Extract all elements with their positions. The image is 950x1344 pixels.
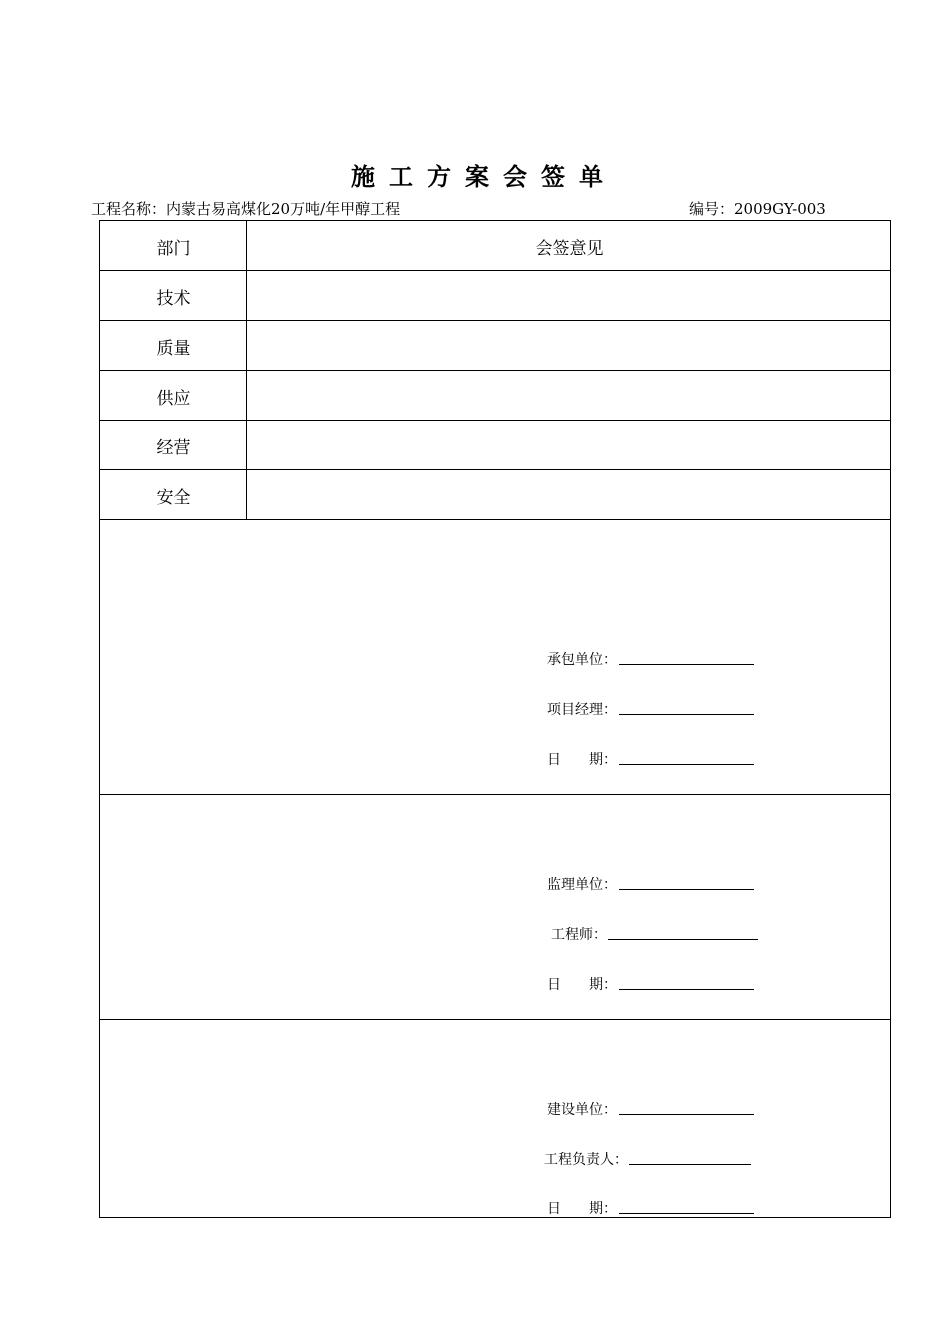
dept-label: 供应 bbox=[156, 388, 191, 409]
engineer-label: 工程师： bbox=[551, 927, 607, 943]
owner-unit-label: 建设单位： bbox=[547, 1102, 617, 1118]
opinion-field[interactable] bbox=[247, 420, 892, 470]
contractor-unit-label: 承包单位： bbox=[547, 652, 617, 668]
supervision-unit-label: 监理单位： bbox=[547, 877, 617, 893]
owner-unit-line[interactable] bbox=[619, 1114, 754, 1115]
date-label: 日 期： bbox=[547, 752, 617, 768]
project-name: 工程名称：内蒙古易高煤化20万吨/年甲醇工程 bbox=[91, 200, 401, 218]
date-line[interactable] bbox=[619, 1213, 754, 1214]
engineer-line[interactable] bbox=[608, 939, 758, 940]
date-line[interactable] bbox=[619, 764, 754, 765]
section-divider bbox=[100, 1019, 890, 1020]
document-number: 编号：2009GY-003 bbox=[689, 200, 826, 218]
opinion-field[interactable] bbox=[247, 321, 892, 371]
contractor-unit-line[interactable] bbox=[619, 664, 754, 665]
header-dept: 部门 bbox=[156, 238, 191, 259]
section-divider bbox=[100, 794, 890, 795]
date-label: 日 期： bbox=[547, 1201, 617, 1217]
project-lead-label: 工程负责人： bbox=[544, 1152, 628, 1168]
header-opinion: 会签意见 bbox=[535, 238, 604, 259]
project-manager-line[interactable] bbox=[619, 714, 754, 715]
opinion-field[interactable] bbox=[247, 271, 892, 321]
opinion-field[interactable] bbox=[247, 470, 892, 520]
supervision-unit-line[interactable] bbox=[619, 889, 754, 890]
project-manager-label: 项目经理： bbox=[547, 702, 617, 718]
dept-label: 质量 bbox=[156, 338, 191, 359]
date-line[interactable] bbox=[619, 989, 754, 990]
dept-label: 技术 bbox=[156, 288, 191, 309]
project-lead-line[interactable] bbox=[629, 1164, 751, 1165]
dept-label: 经营 bbox=[156, 437, 191, 458]
signoff-table bbox=[99, 220, 891, 1218]
date-label: 日 期： bbox=[547, 977, 617, 993]
opinion-field[interactable] bbox=[247, 371, 892, 421]
dept-label: 安全 bbox=[156, 487, 191, 508]
page-title: 施工方案会签单 bbox=[351, 162, 617, 191]
